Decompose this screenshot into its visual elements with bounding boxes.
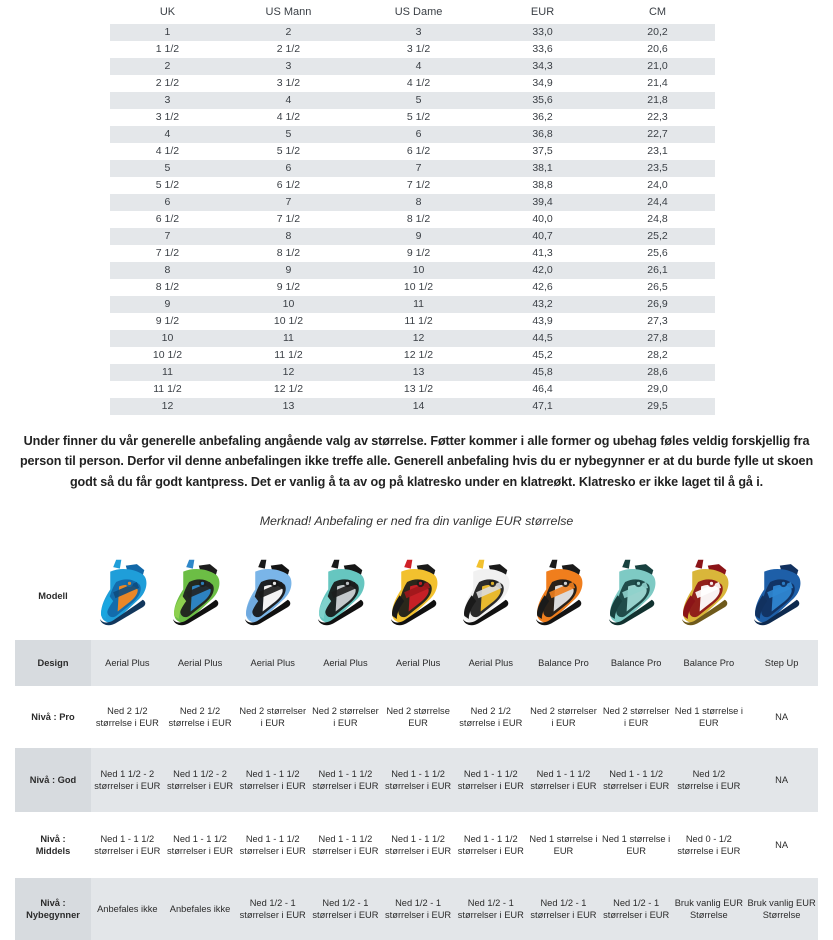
size-table-cell: 44,5 <box>485 330 600 347</box>
pro-cell-9-text: Ned 1 størrelse i EUR <box>674 705 743 728</box>
god-cell-9 <box>673 748 746 812</box>
size-table-cell: 35,6 <box>485 92 600 109</box>
design-cell-4-text: Aerial Plus <box>323 657 368 668</box>
middels-cell-8-text: Ned 1 størrelse i EUR <box>602 833 671 856</box>
size-conversion-table <box>110 4 715 415</box>
god-cell-3-text: Ned 1 - 1 1/2 størrelser i EUR <box>239 768 306 791</box>
god-cell-2 <box>164 748 237 812</box>
design-cell-2-text: Aerial Plus <box>177 657 223 668</box>
design-cell-9 <box>673 640 746 686</box>
size-table-cell: 6 <box>352 126 485 143</box>
middels-cell-7-text: Ned 1 størrelse i EUR <box>529 833 598 856</box>
size-conversion-section <box>0 4 833 415</box>
size-table-cell: 11 <box>352 296 485 313</box>
shoe-cell-climbing-shoe-green-black <box>164 552 237 640</box>
middels-cell-5 <box>382 812 455 878</box>
size-table-cell: 34,3 <box>485 58 600 75</box>
design-cell-6-text: Aerial Plus <box>468 657 513 668</box>
size-table-cell: 4 1/2 <box>110 143 225 160</box>
row-label-nybegynner <box>15 878 91 940</box>
god-cell-7 <box>527 748 600 812</box>
size-table-row <box>110 330 715 347</box>
size-table-cell: 2 <box>110 58 225 75</box>
size-table-cell: 21,8 <box>600 92 715 109</box>
nybegynner-cell-10 <box>745 878 818 940</box>
size-table-cell: 20,2 <box>600 24 715 41</box>
size-table-cell: 10 1/2 <box>110 347 225 364</box>
pro-cell-8-text: Ned 2 størrelser i EUR <box>602 705 670 728</box>
nybegynner-cell-7 <box>527 878 600 940</box>
nybegynner-cell-8 <box>600 878 673 940</box>
god-cell-5-text: Ned 1 - 1 1/2 størrelser i EUR <box>385 768 452 791</box>
size-table-body <box>110 24 715 415</box>
middels-cell-1-text: Ned 1 - 1 1/2 størrelser i EUR <box>94 833 161 856</box>
size-table-cell: 26,5 <box>600 279 715 296</box>
size-table-cell: 5 1/2 <box>352 109 485 126</box>
size-table-cell: 5 1/2 <box>225 143 352 160</box>
size-table-header-cm: CM <box>648 6 667 19</box>
design-cell-3-text: Aerial Plus <box>250 657 295 668</box>
climbing-shoe-blue-lace-image <box>745 554 819 638</box>
size-table-cell: 24,4 <box>600 194 715 211</box>
nybegynner-cell-1 <box>91 878 164 940</box>
size-table-cell: 12 1/2 <box>352 347 485 364</box>
size-table-row <box>110 364 715 381</box>
shoe-cell-climbing-shoe-teal-black <box>309 552 382 640</box>
row-niva-nybegynner <box>15 878 818 940</box>
shoe-cell-climbing-shoe-white-yellow <box>454 552 527 640</box>
size-table-cell: 7 <box>225 194 352 211</box>
size-table-cell: 8 1/2 <box>225 245 352 262</box>
size-table-row <box>110 262 715 279</box>
size-table-cell: 10 <box>352 262 485 279</box>
row-label-pro: Nivå : Pro <box>15 686 91 748</box>
row-niva-pro <box>15 686 818 748</box>
size-table-cell: 3 1/2 <box>110 109 225 126</box>
design-cell-10-text: Step Up <box>764 657 799 668</box>
god-cell-5 <box>382 748 455 812</box>
nybegynner-cell-9-text: Bruk vanlig EUR Størrelse <box>674 897 743 920</box>
middels-cell-9 <box>673 812 746 878</box>
size-table-cell: 6 1/2 <box>352 143 485 160</box>
size-table-cell: 23,5 <box>600 160 715 177</box>
size-table-cell: 2 <box>225 24 352 41</box>
size-table-cell: 46,4 <box>485 381 600 398</box>
pro-cell-10 <box>745 686 818 748</box>
design-cell-1 <box>91 640 164 686</box>
size-table-row <box>110 160 715 177</box>
size-table-cell: 9 1/2 <box>352 245 485 262</box>
shoe-cell-climbing-shoe-teal-velcro <box>600 552 673 640</box>
middels-cell-4 <box>309 812 382 878</box>
size-table-row <box>110 194 715 211</box>
size-table-row <box>110 381 715 398</box>
size-table-cell: 43,2 <box>485 296 600 313</box>
nybegynner-cell-4-text: Ned 1/2 - 1 størrelser i EUR <box>312 897 379 920</box>
size-table-cell: 13 <box>225 398 352 415</box>
size-table-cell: 7 <box>352 160 485 177</box>
size-table-row <box>110 296 715 313</box>
design-cell-6 <box>454 640 527 686</box>
nybegynner-cell-5-text: Ned 1/2 - 1 størrelser i EUR <box>385 897 452 920</box>
size-table-cell: 27,8 <box>600 330 715 347</box>
nybegynner-cell-7-text: Ned 1/2 - 1 størrelser i EUR <box>530 897 597 920</box>
size-table-cell: 13 1/2 <box>352 381 485 398</box>
god-cell-6-text: Ned 1 - 1 1/2 størrelser i EUR <box>457 768 524 791</box>
size-table-cell: 33,6 <box>485 41 600 58</box>
climbing-shoe-green-black-image <box>164 554 238 638</box>
god-cell-9-text: Ned 1/2 størrelse i EUR <box>677 768 741 791</box>
row-label-middels-line1: Nivå : <box>40 833 66 844</box>
size-table-cell: 12 <box>352 330 485 347</box>
middels-cell-6 <box>454 812 527 878</box>
size-table-cell: 38,1 <box>485 160 600 177</box>
shoe-cell-climbing-shoe-yellow-lace <box>673 552 746 640</box>
middels-cell-1 <box>91 812 164 878</box>
size-table-cell: 36,2 <box>485 109 600 126</box>
pro-cell-2-text: Ned 2 1/2 størrelse i EUR <box>168 705 232 728</box>
size-table-cell: 10 1/2 <box>225 313 352 330</box>
pro-cell-7-text: Ned 2 størrelser i EUR <box>530 705 597 728</box>
god-cell-8-text: Ned 1 - 1 1/2 størrelser i EUR <box>603 768 670 791</box>
advice-note: Merknad! Anbefaling er ned fra din vanlige EUR størrelse <box>259 513 574 528</box>
size-table-row <box>110 58 715 75</box>
size-table-cell: 8 <box>225 228 352 245</box>
size-table-row <box>110 279 715 296</box>
shoe-cell-climbing-shoe-blue-cyan <box>91 552 164 640</box>
design-cell-8 <box>600 640 673 686</box>
climbing-shoe-yellow-lace-image <box>673 554 747 638</box>
design-cell-7-text: Balance Pro <box>538 657 589 668</box>
god-cell-4-text: Ned 1 - 1 1/2 størrelser i EUR <box>312 768 379 791</box>
climbing-shoe-teal-velcro-image <box>600 554 674 638</box>
size-table-cell: 22,7 <box>600 126 715 143</box>
pro-cell-3-text: Ned 2 størrelser i EUR <box>239 705 307 728</box>
size-table-cell: 26,1 <box>600 262 715 279</box>
size-table-cell: 8 1/2 <box>352 211 485 228</box>
row-design <box>15 640 818 686</box>
pro-cell-5 <box>382 686 455 748</box>
god-cell-8 <box>600 748 673 812</box>
row-label-modell: Modell <box>15 552 91 640</box>
row-niva-middels <box>15 812 818 878</box>
nybegynner-cell-10-text: Bruk vanlig EUR Størrelse <box>747 897 816 920</box>
size-table-cell: 5 <box>110 160 225 177</box>
design-cell-2 <box>164 640 237 686</box>
god-cell-2-text: Ned 1 1/2 - 2 størrelser i EUR <box>166 768 234 791</box>
size-table-cell: 33,0 <box>485 24 600 41</box>
size-table-cell: 6 1/2 <box>225 177 352 194</box>
climbing-shoe-orange-velcro-image <box>527 554 601 638</box>
god-cell-4 <box>309 748 382 812</box>
row-label-god: Nivå : God <box>15 748 91 812</box>
god-cell-6 <box>454 748 527 812</box>
size-table-cell: 27,3 <box>600 313 715 330</box>
size-table-cell: 9 <box>225 262 352 279</box>
size-table-cell: 3 1/2 <box>225 75 352 92</box>
size-table-cell: 3 <box>110 92 225 109</box>
row-label-middels-line2: Middels <box>35 845 71 856</box>
size-table-cell: 38,8 <box>485 177 600 194</box>
middels-cell-3 <box>236 812 309 878</box>
advice-section <box>6 431 827 528</box>
size-table-cell: 8 <box>352 194 485 211</box>
size-table-header-eur: EUR <box>530 6 555 19</box>
middels-cell-2-text: Ned 1 - 1 1/2 størrelser i EUR <box>166 833 234 856</box>
row-label-middels <box>15 812 91 878</box>
nybegynner-cell-4 <box>309 878 382 940</box>
middels-cell-8 <box>600 812 673 878</box>
shoe-cell-climbing-shoe-orange-velcro <box>527 552 600 640</box>
size-table-cell: 12 <box>225 364 352 381</box>
size-table-cell: 11 1/2 <box>110 381 225 398</box>
pro-cell-6 <box>454 686 527 748</box>
size-table-cell: 4 <box>352 58 485 75</box>
size-table-header-row <box>110 4 715 24</box>
design-cell-4 <box>309 640 382 686</box>
size-table-cell: 29,5 <box>600 398 715 415</box>
pro-cell-8 <box>600 686 673 748</box>
middels-cell-9-text: Ned 0 - 1/2 størrelse i EUR <box>677 833 741 856</box>
pro-cell-4 <box>309 686 382 748</box>
size-table-cell: 25,2 <box>600 228 715 245</box>
size-table-cell: 12 <box>110 398 225 415</box>
size-table-cell: 21,0 <box>600 58 715 75</box>
size-table-cell: 40,0 <box>485 211 600 228</box>
size-table-cell: 40,7 <box>485 228 600 245</box>
size-table-cell: 7 1/2 <box>225 211 352 228</box>
size-table-cell: 7 1/2 <box>110 245 225 262</box>
size-table-cell: 29,0 <box>600 381 715 398</box>
nybegynner-cell-8-text: Ned 1/2 - 1 størrelser i EUR <box>603 897 670 920</box>
nybegynner-cell-2-text: Anbefales ikke <box>169 903 231 914</box>
pro-cell-4-text: Ned 2 størrelser i EUR <box>312 705 379 728</box>
size-table-row <box>110 41 715 58</box>
row-label-design: Design <box>15 640 91 686</box>
size-table-cell: 28,2 <box>600 347 715 364</box>
size-table-cell: 39,4 <box>485 194 600 211</box>
nybegynner-cell-6 <box>454 878 527 940</box>
design-cell-5 <box>382 640 455 686</box>
climbing-shoe-teal-black-image <box>309 554 383 638</box>
size-table-cell: 24,8 <box>600 211 715 228</box>
nybegynner-cell-3 <box>236 878 309 940</box>
size-table-row <box>110 398 715 415</box>
size-table-cell: 1 1/2 <box>110 41 225 58</box>
size-table-cell: 4 <box>225 92 352 109</box>
size-table-head <box>110 4 715 24</box>
size-table-row <box>110 109 715 126</box>
size-table-cell: 24,0 <box>600 177 715 194</box>
size-table-row <box>110 24 715 41</box>
size-table-cell: 47,1 <box>485 398 600 415</box>
pro-cell-9 <box>673 686 746 748</box>
size-table-cell: 8 1/2 <box>110 279 225 296</box>
pro-cell-2 <box>164 686 237 748</box>
size-table-cell: 4 1/2 <box>225 109 352 126</box>
advice-paragraph: Under finner du vår generelle anbefaling angående valg av størrelse. Føtter kommer i alle former og ubehag føles veldig forskjellig fra person til person. Derfor vil denne anbefalingen ikke treffe alle. Generell anbefaling hvis du er nybegynner er at du burde fylle ut skoen godt så du får godt kantpress. Det er vanlig å ta av og på klatresko under en klatreøkt. Klatresko er ikke laget til å gå i. <box>19 433 814 489</box>
size-table-cell: 11 1/2 <box>225 347 352 364</box>
climbing-shoe-yellow-red-image <box>382 554 456 638</box>
god-cell-1 <box>91 748 164 812</box>
size-table-cell: 42,6 <box>485 279 600 296</box>
middels-cell-5-text: Ned 1 - 1 1/2 størrelser i EUR <box>385 833 452 856</box>
pro-cell-5-text: Ned 2 størrelse EUR <box>386 705 450 728</box>
size-table-cell: 36,8 <box>485 126 600 143</box>
size-table-row <box>110 211 715 228</box>
size-table-cell: 3 <box>352 24 485 41</box>
design-cell-5-text: Aerial Plus <box>395 657 441 668</box>
size-table-cell: 45,8 <box>485 364 600 381</box>
climbing-shoe-lightblue-black-image <box>236 554 310 638</box>
row-modell <box>15 552 818 640</box>
size-table-cell: 3 1/2 <box>352 41 485 58</box>
pro-cell-1-text: Ned 2 1/2 størrelse i EUR <box>95 705 159 728</box>
row-label-nybegynner-line1: Nivå : <box>40 897 66 908</box>
size-table-cell: 23,1 <box>600 143 715 160</box>
size-table-cell: 41,3 <box>485 245 600 262</box>
god-cell-10-text: NA <box>775 774 789 785</box>
size-table-cell: 4 <box>110 126 225 143</box>
size-table-cell: 3 <box>225 58 352 75</box>
size-table-cell: 9 1/2 <box>225 279 352 296</box>
god-cell-10 <box>745 748 818 812</box>
pro-cell-10-text: NA <box>775 711 789 722</box>
size-table-cell: 2 1/2 <box>110 75 225 92</box>
nybegynner-cell-2 <box>164 878 237 940</box>
size-table-cell: 42,0 <box>485 262 600 279</box>
size-table-header-us-mann: US Mann <box>265 6 312 19</box>
design-cell-3 <box>236 640 309 686</box>
shoe-cell-climbing-shoe-blue-lace <box>745 552 818 640</box>
size-table-cell: 11 <box>225 330 352 347</box>
design-cell-9-text: Balance Pro <box>683 657 735 668</box>
god-cell-1-text: Ned 1 1/2 - 2 størrelser i EUR <box>94 768 161 791</box>
size-table-row <box>110 126 715 143</box>
size-table-cell: 5 1/2 <box>110 177 225 194</box>
row-label-nybegynner-line2: Nybegynner <box>26 909 80 920</box>
size-table-cell: 25,6 <box>600 245 715 262</box>
size-table-row <box>110 245 715 262</box>
middels-cell-2 <box>164 812 237 878</box>
nybegynner-cell-3-text: Ned 1/2 - 1 størrelser i EUR <box>239 897 306 920</box>
size-table-row <box>110 313 715 330</box>
nybegynner-cell-1-text: Anbefales ikke <box>97 903 158 914</box>
god-cell-7-text: Ned 1 - 1 1/2 størrelser i EUR <box>530 768 597 791</box>
size-table-header-uk: UK <box>159 6 176 19</box>
size-table-cell: 21,4 <box>600 75 715 92</box>
size-table-cell: 20,6 <box>600 41 715 58</box>
size-table-cell: 10 <box>110 330 225 347</box>
recommendation-section <box>0 552 833 940</box>
size-table-cell: 4 1/2 <box>352 75 485 92</box>
row-niva-god <box>15 748 818 812</box>
size-table-row <box>110 92 715 109</box>
climbing-shoe-blue-cyan-image <box>91 554 165 638</box>
size-table-cell: 43,9 <box>485 313 600 330</box>
size-table-cell: 9 <box>110 296 225 313</box>
size-table-cell: 7 <box>110 228 225 245</box>
size-table-cell: 26,9 <box>600 296 715 313</box>
size-table-row <box>110 347 715 364</box>
nybegynner-cell-6-text: Ned 1/2 - 1 størrelser i EUR <box>457 897 524 920</box>
size-table-cell: 22,3 <box>600 109 715 126</box>
god-cell-3 <box>236 748 309 812</box>
design-cell-10 <box>745 640 818 686</box>
size-table-cell: 37,5 <box>485 143 600 160</box>
shoe-cell-climbing-shoe-lightblue-black <box>236 552 309 640</box>
size-table-cell: 6 <box>225 160 352 177</box>
middels-cell-10 <box>745 812 818 878</box>
design-cell-8-text: Balance Pro <box>610 657 662 668</box>
size-table-cell: 14 <box>352 398 485 415</box>
size-table-cell: 11 1/2 <box>352 313 485 330</box>
pro-cell-1 <box>91 686 164 748</box>
size-table-cell: 1 <box>110 24 225 41</box>
recommendation-table <box>15 552 818 940</box>
size-table-cell: 6 1/2 <box>110 211 225 228</box>
nybegynner-cell-9 <box>673 878 746 940</box>
middels-cell-7 <box>527 812 600 878</box>
middels-cell-6-text: Ned 1 - 1 1/2 størrelser i EUR <box>457 833 524 856</box>
climbing-shoe-white-yellow-image <box>454 554 528 638</box>
size-table-row <box>110 75 715 92</box>
size-table-header-us-dame: US Dame <box>394 6 443 19</box>
size-table-cell: 8 <box>110 262 225 279</box>
middels-cell-3-text: Ned 1 - 1 1/2 størrelser i EUR <box>239 833 306 856</box>
size-table-row <box>110 143 715 160</box>
size-table-cell: 10 <box>225 296 352 313</box>
size-table-cell: 9 1/2 <box>110 313 225 330</box>
size-table-cell: 5 <box>352 92 485 109</box>
size-table-cell: 9 <box>352 228 485 245</box>
size-table-cell: 11 <box>110 364 225 381</box>
size-table-cell: 2 1/2 <box>225 41 352 58</box>
size-table-cell: 13 <box>352 364 485 381</box>
size-table-cell: 34,9 <box>485 75 600 92</box>
pro-cell-3 <box>236 686 309 748</box>
shoe-cell-climbing-shoe-yellow-red <box>382 552 455 640</box>
size-table-cell: 10 1/2 <box>352 279 485 296</box>
size-table-row <box>110 228 715 245</box>
pro-cell-6-text: Ned 2 1/2 størrelse i EUR <box>459 705 523 728</box>
size-table-row <box>110 177 715 194</box>
middels-cell-4-text: Ned 1 - 1 1/2 størrelser i EUR <box>312 833 379 856</box>
nybegynner-cell-5 <box>382 878 455 940</box>
pro-cell-7 <box>527 686 600 748</box>
design-cell-1-text: Aerial Plus <box>105 657 150 668</box>
size-table-cell: 28,6 <box>600 364 715 381</box>
design-cell-7 <box>527 640 600 686</box>
size-table-cell: 12 1/2 <box>225 381 352 398</box>
size-table-cell: 7 1/2 <box>352 177 485 194</box>
size-table-cell: 45,2 <box>485 347 600 364</box>
size-table-cell: 5 <box>225 126 352 143</box>
size-table-cell: 6 <box>110 194 225 211</box>
middels-cell-10-text: NA <box>775 839 789 850</box>
